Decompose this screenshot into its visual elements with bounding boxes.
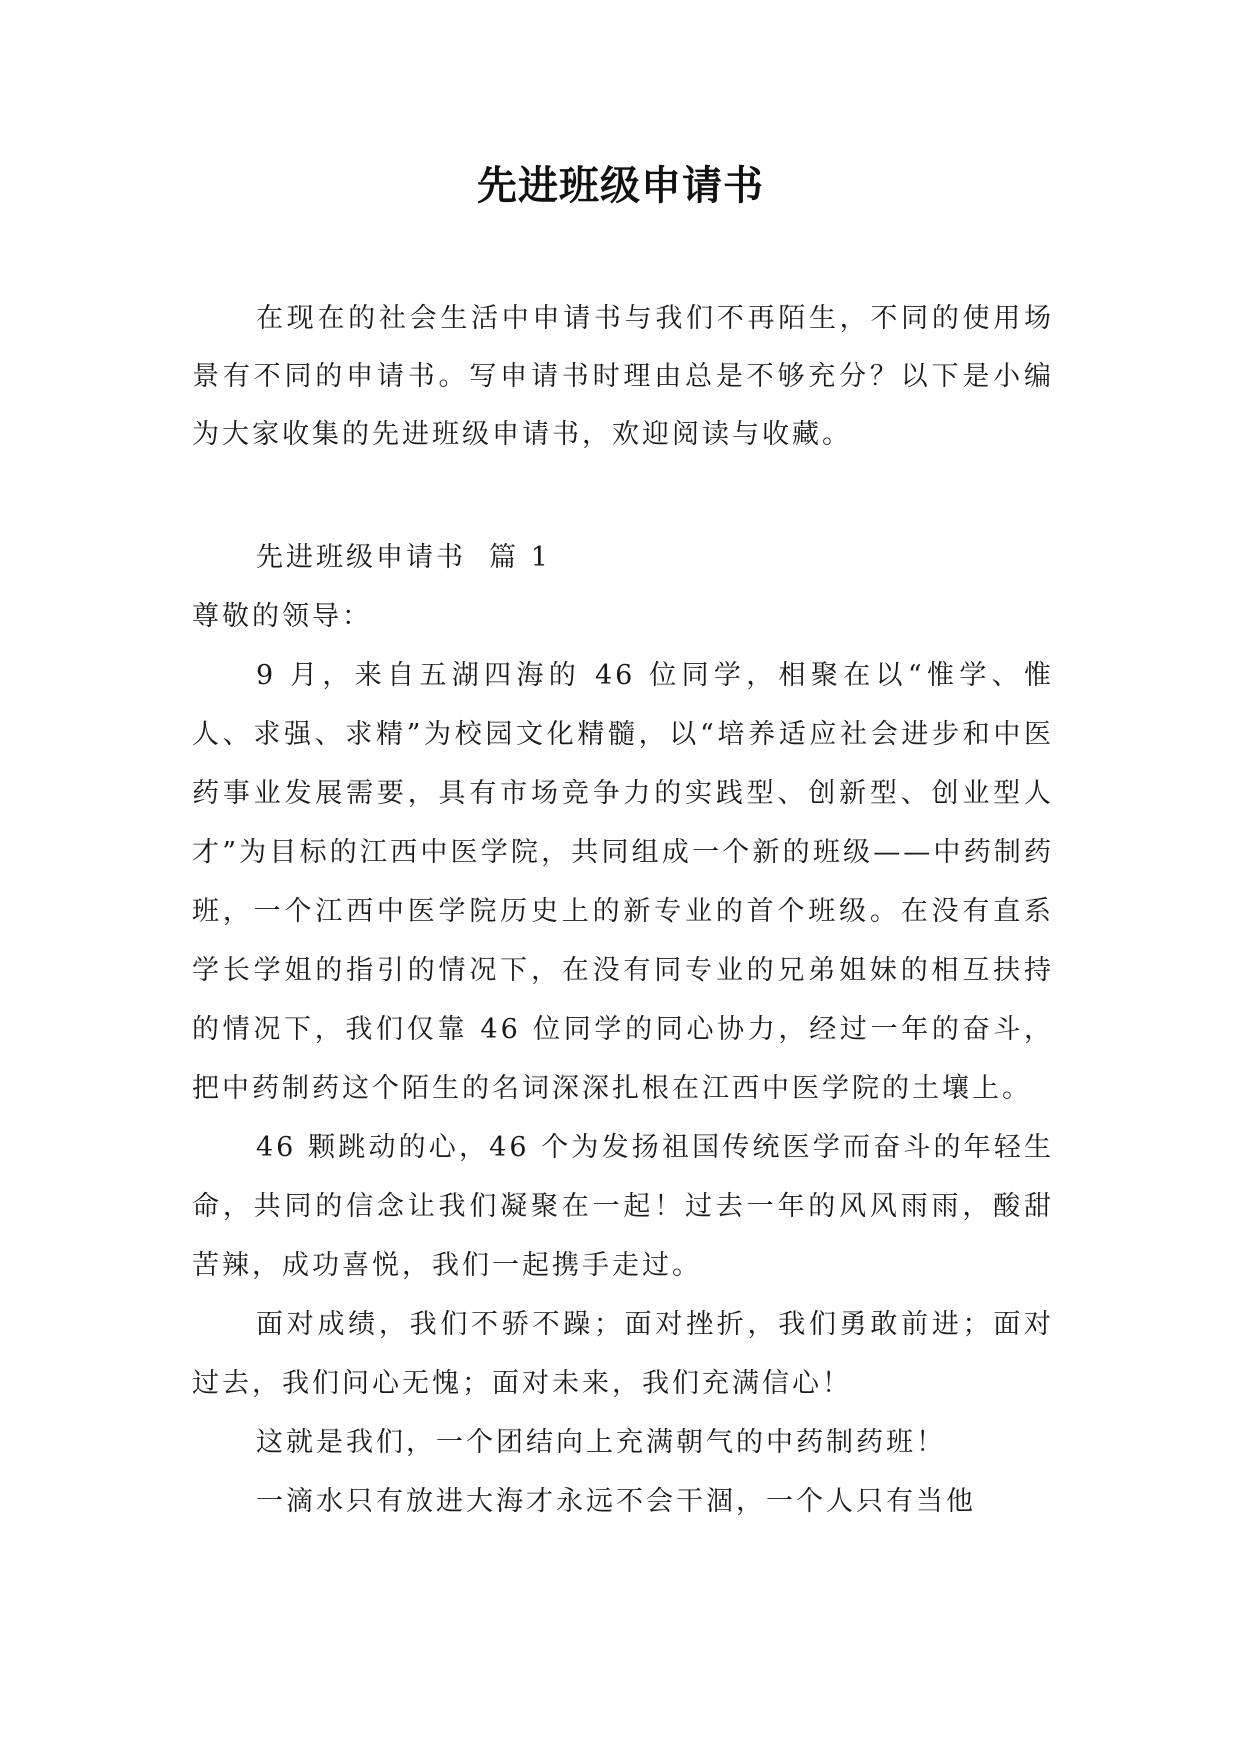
section-heading: 先进班级申请书 篇 1: [256, 542, 551, 573]
intro-block: [192, 290, 1054, 464]
body-paragraph: 这就是我们，一个团结向上充满朝气的中药制药班！: [256, 1427, 946, 1458]
section-block: [192, 528, 1054, 1531]
body-paragraph: 46 颗跳动的心，46 个为发扬祖国传统医学而奋斗的年轻生命，共同的信念让我们凝聚在一起！过去一年的风风雨雨，酸甜苦辣，成功喜悦，我们一起携手走过。: [192, 1132, 1054, 1281]
salutation: 尊敬的领导：: [192, 601, 372, 632]
document-title: 先进班级申请书: [477, 163, 764, 209]
body-paragraph: 9 月，来自五湖四海的 46 位同学，相聚在以“惟学、惟人、求强、求精”为校园文化精髓，以“培养适应社会进步和中医药事业发展需要，具有市场竞争力的实践型、创新型、创业型人才”为目标的江西中医学院，共同组成一个新的班级——中药制药班，一个江西中医学院历史上的新专业的首个班级。在没有直系学长学姐的指引的情况下，在没有同专业的兄弟姐妹的相互扶持的情况下，我们仅靠 46 位同学的同心协力，经过一年的奋斗，把中药制药这个陌生的名词深深扎根在江西中医学院的土壤上。: [192, 660, 1054, 1104]
intro-paragraph: 在现在的社会生活中申请书与我们不再陌生，不同的使用场景有不同的申请书。写申请书时理由总是不够充分？以下是小编为大家收集的先进班级申请书，欢迎阅读与收藏。: [192, 303, 1054, 450]
body-paragraph: 一滴水只有放进大海才永远不会干涸，一个人只有当他: [256, 1486, 976, 1517]
body-paragraph: 面对成绩，我们不骄不躁；面对挫折，我们勇敢前进；面对过去，我们问心无愧；面对未来，我们充满信心！: [192, 1309, 1054, 1399]
